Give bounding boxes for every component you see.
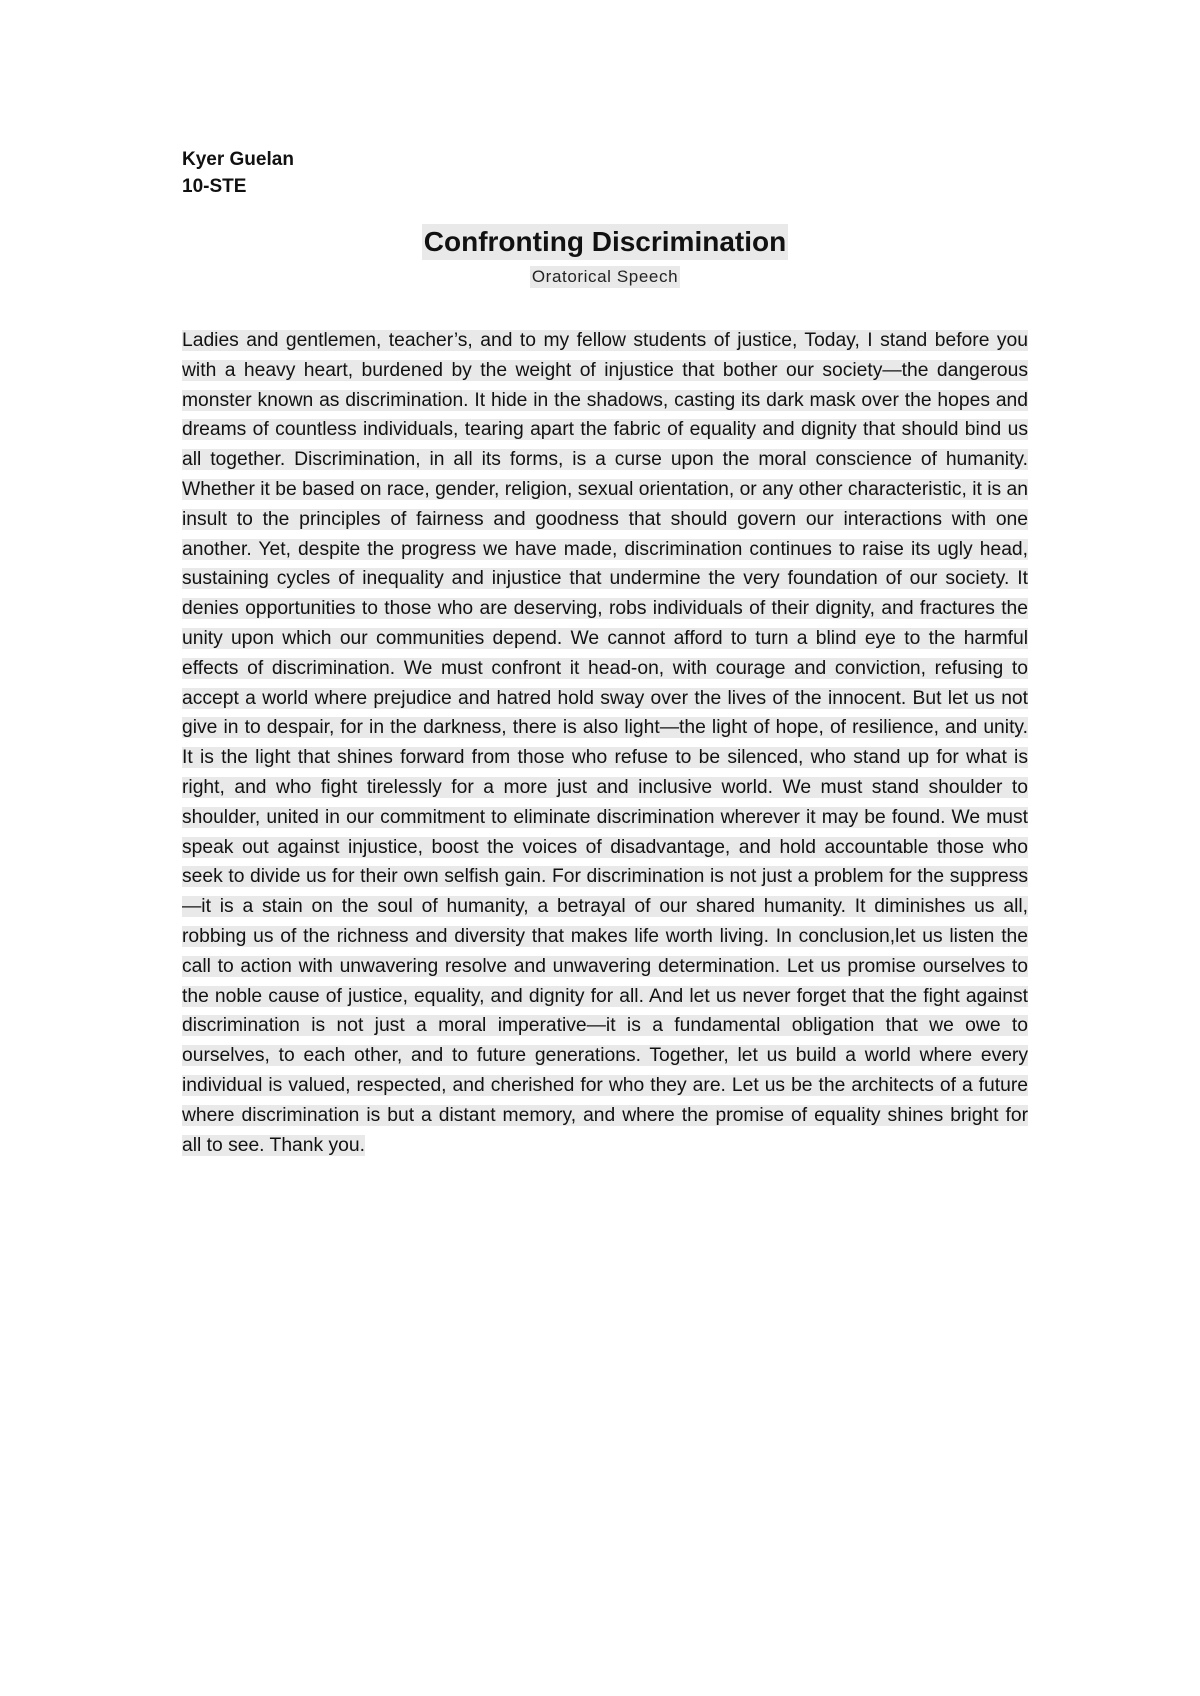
speech-text: Ladies and gentlemen, teacher’s, and to my fellow students of justice, Today, I stand before you with a heavy heart, burdened by the weight of injustice that bother our society—the dangerous monster known as discrimination. It hide in the shadows, casting its dark mask over the hopes and dreams of countless individuals, tearing apart the fabric of equality and dignity that should bind us all together. Discrimination, in all its forms, is a curse upon the moral conscience of humanity. Whether it be based on race, gender, religion, sexual orientation, or any other characteristic, it is an insult to the principles of fairness and goodness that should govern our interactions with one another. Yet, despite the progress we have made, discrimination continues to raise its ugly head, sustaining cycles of inequality and injustice that undermine the very foundation of our society. It denies opportunities to those who are deserving, robs individuals of their dignity, and fractures the unity upon which our communities depend. We cannot afford to turn a blind eye to the harmful effects of discrimination. We must confront it head-on, with courage and conviction, refusing to accept a world where prejudice and hatred hold sway over the lives of the innocent. But let us not give in to despair, for in the darkness, there is also light—the light of hope, of resilience, and unity. It is the light that shines forward from those who refuse to be silenced, who stand up for what is right, and who fight tirelessly for a more just and inclusive world. We must stand shoulder to shoulder, united in our commitment to eliminate discrimination wherever it may be found. We must speak out against injustice, boost the voices of disadvantage, and hold accountable those who seek to divide us for their own selfish gain. For discrimination is not just a problem for the suppress—it is a stain on the soul of humanity, a betrayal of our shared humanity. It diminishes us all, robbing us of the richness and diversity that makes life worth living. In conclusion,let us listen the call to action with unwavering resolve and unwavering determination. Let us promise ourselves to the noble cause of justice, equality, and dignity for all. And let us never forget that the fight against discrimination is not just a moral imperative—it is a fundamental obligation that we owe to ourselves, to each other, and to future generations. Together, let us build a world where every individual is valued, respected, and cherished for who they are. Let us be the architects of a future where discrimination is but a distant memory, and where the promise of equality shines bright for all to see. Thank you. <box>182 330 1028 1156</box>
author-block <box>182 146 294 200</box>
document-subtitle: Oratorical Speech <box>531 267 679 286</box>
author-name: Kyer Guelan <box>182 149 294 170</box>
document-title: Confronting Discrimination <box>422 224 788 260</box>
speech-body <box>182 326 1028 1160</box>
title-block <box>182 224 1028 288</box>
class-section: 10-STE <box>182 176 247 197</box>
